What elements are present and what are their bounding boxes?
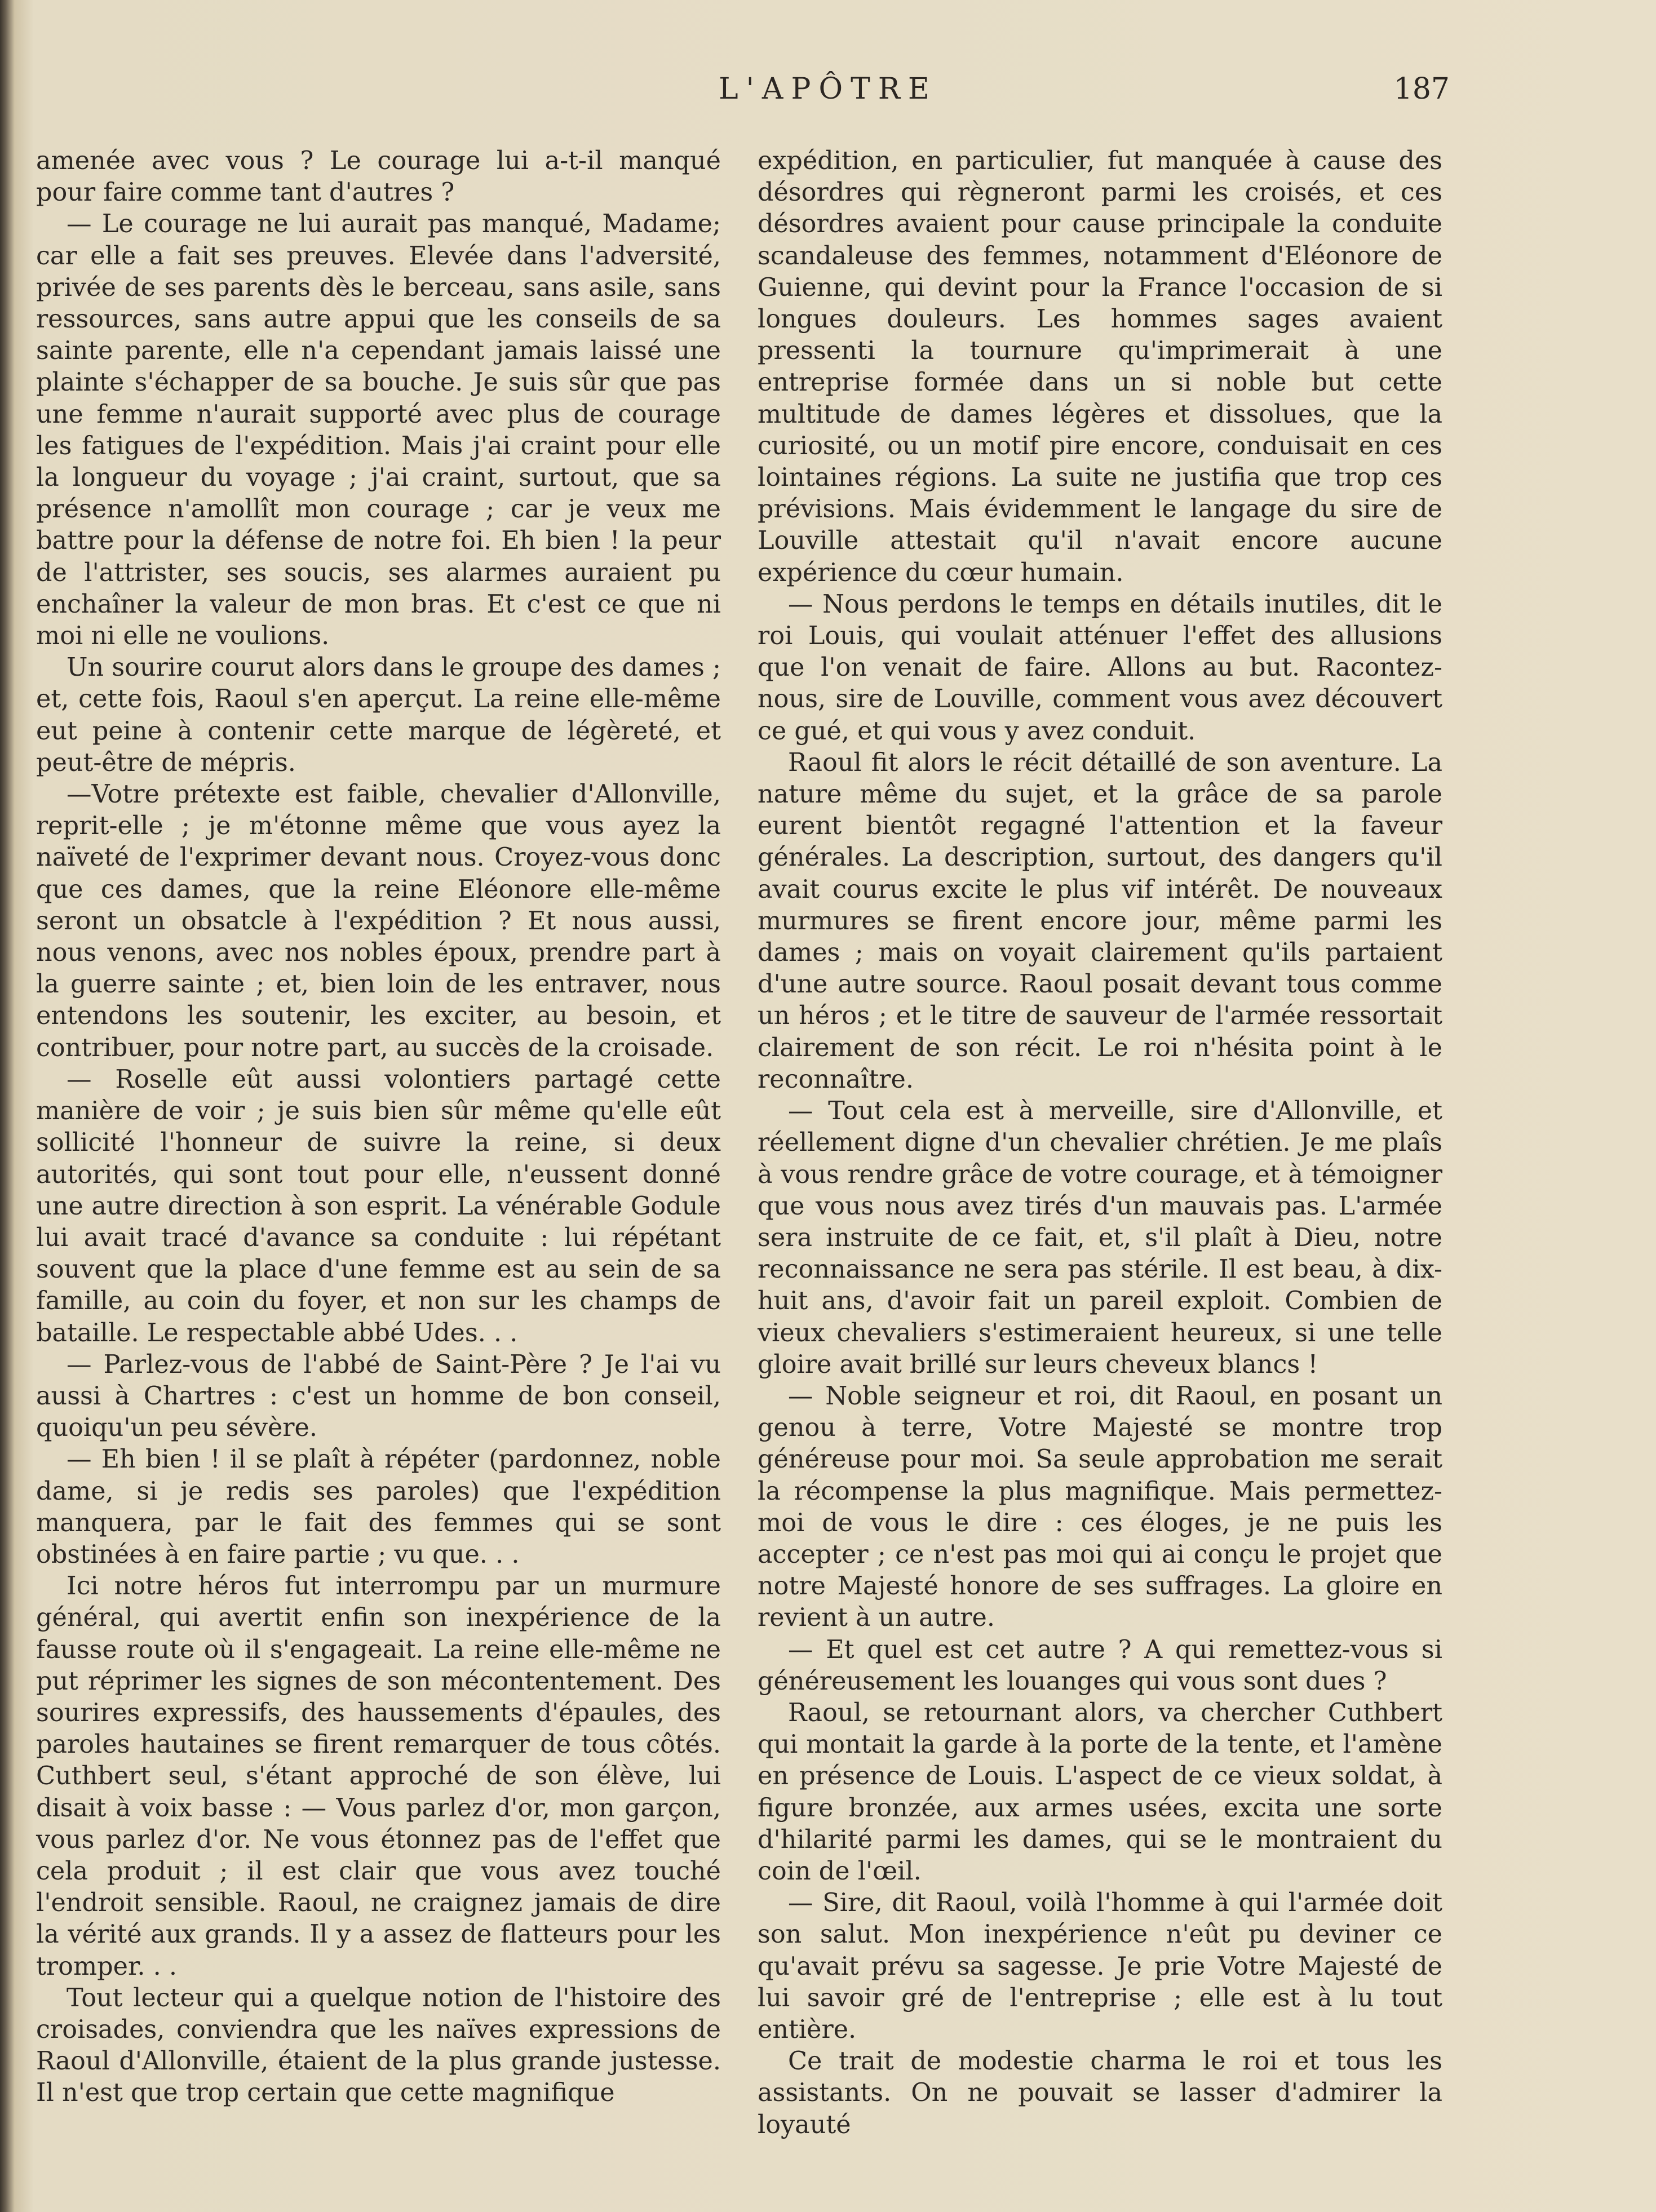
- page-number: 187: [1393, 72, 1450, 106]
- paragraph: — Le courage ne lui aurait pas manqué, Madame; car elle a fait ses preuves. Elevée dans l'adversité, privée de ses parents dès le berceau, sans asile, sans ressources, sans autre appui que les conseils de sa sainte parente, elle n'a cependant jamais laissé une plainte s'échapper de sa bouche. Je suis sûr que pas une femme n'aurait supporté avec plus de courage les fatigues de l'expédition. Mais j'ai craint pour elle la longueur du voyage ; j'ai craint, surtout, que sa présence n'amollît mon courage ; car je veux me battre pour la défense de notre foi. Eh bien ! la peur de l'attrister, ses soucis, ses alarmes auraient pu enchaîner la valeur de mon bras. Et c'est ce que ni moi ni elle ne voulions.: [36, 210, 721, 651]
- paragraph: — Roselle eût aussi volontiers partagé cette manière de voir ; je suis bien sûr même qu'elle eût sollicité l'honneur de suivre la reine, si deux autorités, qui sont tout pour elle, n'eussent donné une autre direction à son esprit. La vénérable Godule lui avait tracé d'avance sa conduite : lui répétant souvent que la place d'une femme est au sein de sa famille, au coin du foyer, et non sur les champs de bataille. Le respectable abbé Udes. . .: [36, 1065, 721, 1347]
- paragraph: Un sourire courut alors dans le groupe des dames ; et, cette fois, Raoul s'en aperçut. La reine elle-même eut peine à contenir cette marque de légèreté, et peut-être de mépris.: [36, 653, 721, 777]
- paragraph: — Parlez-vous de l'abbé de Saint-Père ? Je l'ai vu aussi à Chartres : c'est un homme de bon conseil, quoiqu'un peu sévère.: [36, 1350, 721, 1443]
- paragraph: — Tout cela est à merveille, sire d'Allonville, et réellement digne d'un chevalier chrétien. Je me plaîs à vous rendre grâce de votre courage, et à témoigner que vous nous avez tirés d'un mauvais pas. L'armée sera instruite de ce fait, et, s'il plaît à Dieu, notre reconnaissance ne sera pas stérile. Il est beau, à dix-huit ans, d'avoir fait un pareil exploit. Combien de vieux chevaliers s'estimeraient heureux, si une telle gloire avait brillé sur leurs cheveux blancs !: [758, 1097, 1442, 1379]
- paragraph: Ici notre héros fut interrompu par un murmure général, qui avertit enfin son inexpérience de la fausse route où il s'engageait. La reine elle-même ne put réprimer les signes de son mécontentement. Des sourires expressifs, des haussements d'épaules, des paroles hautaines se firent remarquer de tous côtés. Cuthbert seul, s'étant approché de son élève, lui disait à voix basse : — Vous parlez d'or, mon garçon, vous parlez d'or. Ne vous étonnez pas de l'effet que cela produit ; il est clair que vous avez touché l'endroit sensible. Raoul, ne craignez jamais de dire la vérité aux grands. Il y a assez de flatteurs pour les tromper. . .: [36, 1572, 721, 1981]
- paragraph: — Sire, dit Raoul, voilà l'homme à qui l'armée doit son salut. Mon inexpérience n'eût pu deviner ce qu'avait prévu sa sagesse. Je prie Votre Majesté de lui savoir gré de l'entreprise ; elle est à lu tout entière.: [758, 1889, 1442, 2044]
- paragraph: Raoul, se retournant alors, va chercher Cuthbert qui montait la garde à la porte de la tente, et l'amène en présence de Louis. L'aspect de ce vieux soldat, à figure bronzée, aux armes usées, excita une sorte d'hilarité parmi les dames, qui se le montraient du coin de l'œil.: [758, 1698, 1442, 1886]
- paragraph: expédition, en particulier, fut manquée à cause des désordres qui règneront parmi les croisés, et ces désordres avaient pour cause principale la conduite scandaleuse des femmes, notamment d'Eléonore de Guienne, qui devint pour la France l'occasion de si longues douleurs. Les hommes sages avaient pressenti la tournure qu'imprimerait à une entreprise formée dans un si noble but cette multitude de dames légères et dissolues, que la curiosité, ou un motif pire encore, conduisait en ces lointaines régions. La suite ne justifia que trop ces prévisions. Mais évidemment le langage du sire de Louville attestait qu'il n'avait encore aucune expérience du cœur humain.: [758, 147, 1442, 587]
- left-column: [36, 145, 721, 2109]
- paragraph: — Eh bien ! il se plaît à répéter (pardonnez, noble dame, si je redis ses paroles) que l'expédition manquera, par le fait des femmes qui se sont obstinées à en faire partie ; vu que. . .: [36, 1445, 721, 1569]
- paragraph: — Nous perdons le temps en détails inutiles, dit le roi Louis, qui voulait atténuer l'effet des allusions que l'on venait de faire. Allons au but. Racontez-nous, sire de Louville, comment vous avez découvert ce gué, et qui vous y avez conduit.: [758, 589, 1442, 746]
- page-header: [0, 67, 1656, 112]
- running-title: L'APÔTRE: [719, 72, 937, 106]
- paragraph: — Et quel est cet autre ? A qui remettez-vous si généreusement les louanges qui vous sont dues ?: [758, 1635, 1442, 1696]
- paragraph: —Votre prétexte est faible, chevalier d'Allonville, reprit-elle ; je m'étonne même que vous ayez la naïveté de l'exprimer devant nous. Croyez-vous donc que ces dames, que la reine Eléonore elle-même seront un obsatcle à l'expédition ? Et nous aussi, nous venons, avec nos nobles époux, prendre part à la guerre sainte ; et, bien loin de les entraver, nous entendons les soutenir, les exciter, au besoin, et contribuer, pour notre part, au succès de la croisade.: [36, 780, 721, 1062]
- paragraph: amenée avec vous ? Le courage lui a-t-il manqué pour faire comme tant d'autres ?: [36, 147, 721, 207]
- right-column: [758, 145, 1442, 2141]
- paragraph: Tout lecteur qui a quelque notion de l'histoire des croisades, conviendra que les naïves expressions de Raoul d'Allonville, étaient de la plus grande justesse. Il n'est que trop certain que cette magnifique: [36, 1983, 721, 2108]
- paragraph: Raoul fit alors le récit détaillé de son aventure. La nature même du sujet, et la grâce de sa parole eurent bientôt regagné l'attention et la faveur générales. La description, surtout, des dangers qu'il avait courus excite le plus vif intérêt. De nouveaux murmures se firent encore jour, même parmi les dames ; mais on voyait clairement qu'ils partaient d'une autre source. Raoul posait devant tous comme un héros ; et le titre de sauveur de l'armée ressortait clairement de son récit. Le roi n'hésita point à le reconnaître.: [758, 748, 1442, 1094]
- paragraph: — Noble seigneur et roi, dit Raoul, en posant un genou à terre, Votre Majesté se montre trop généreuse pour moi. Sa seule approbation me serait la récompense la plus magnifique. Mais permettez-moi de vous le dire : ces éloges, je ne puis les accepter ; ce n'est pas moi qui ai conçu le projet que notre Majesté honore de ses suffrages. La gloire en revient à un autre.: [758, 1381, 1442, 1633]
- paragraph: Ce trait de modestie charma le roi et tous les assistants. On ne pouvait se lasser d'admirer la loyauté: [758, 2047, 1442, 2139]
